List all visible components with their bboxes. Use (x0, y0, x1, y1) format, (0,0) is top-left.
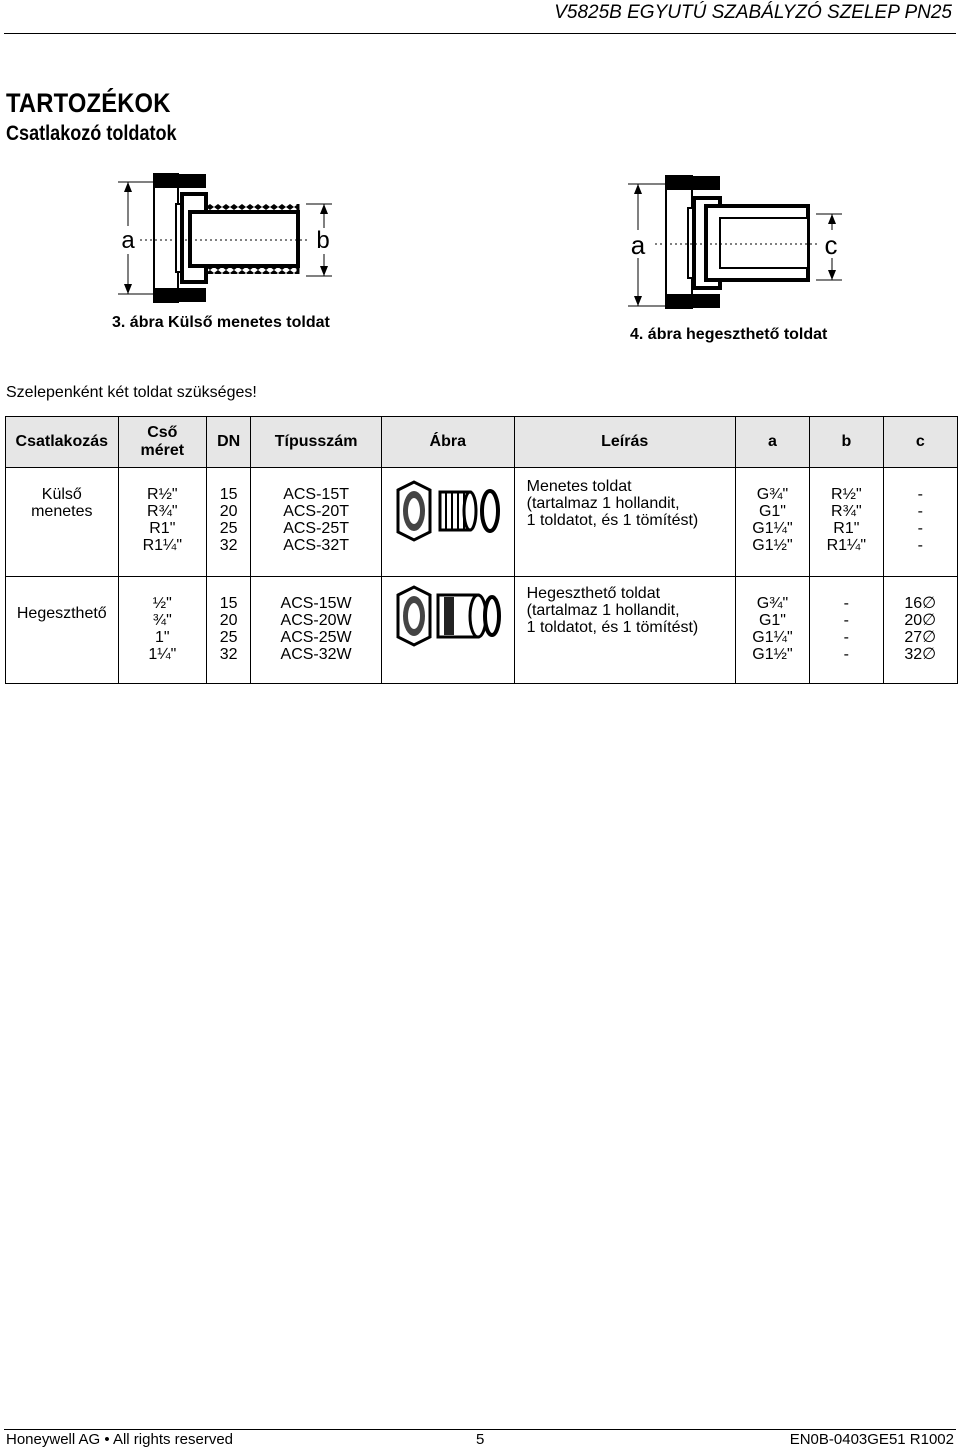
cell-a: G¾" G1" G1¼" G1½" (735, 577, 809, 684)
cell-description: Menetes toldat (tartalmaz 1 hollandit, 1 toldatot, és 1 tömítést) (514, 468, 735, 577)
header-b: b (810, 417, 883, 468)
section-subtitle: Csatlakozó toldatok (6, 122, 177, 145)
footer-rule (4, 1429, 956, 1430)
cell-type: ACS-15T ACS-20T ACS-25T ACS-32T (251, 468, 382, 577)
footer-document-code: EN0B-0403GE51 R1002 (789, 1431, 954, 1448)
table-header-row (6, 417, 958, 468)
figure-4-weld-fitting-drawing (620, 170, 860, 314)
figure-3-caption: 3. ábra Külső menetes toldat (112, 314, 330, 331)
cell-c: - - - - (883, 468, 957, 577)
table-row (6, 577, 958, 684)
cell-dn: 15 20 25 32 (207, 468, 251, 577)
header-connection: Csatlakozás (6, 417, 119, 468)
accessories-table (5, 416, 958, 684)
figure-4-caption: 4. ábra hegeszthető toldat (630, 326, 828, 343)
weld-fitting-icon (392, 585, 504, 647)
figure-4-label-a: a (630, 230, 646, 260)
cell-description: Hegeszthető toldat (tartalmaz 1 hollandit, 1 toldatot, és 1 tömítést) (514, 577, 735, 684)
cell-image (381, 577, 514, 684)
cell-connection: Hegeszthető (6, 577, 119, 684)
figure-3-label-a: a (121, 227, 135, 254)
cell-a: G¾" G1" G1¼" G1½" (735, 468, 809, 577)
footer-copyright: Honeywell AG • All rights reserved (6, 1431, 234, 1448)
figure-3-label-b: b (316, 227, 330, 254)
cell-image (381, 468, 514, 577)
cell-dn: 15 20 25 32 (207, 577, 251, 684)
section-title: TARTOZÉKOK (6, 88, 171, 118)
cell-type: ACS-15W ACS-20W ACS-25W ACS-32W (251, 577, 382, 684)
header-pipe-size: Cső méret (118, 417, 206, 468)
note-text: Szelepenként két toldat szükséges! (6, 384, 257, 401)
cell-b: - - - - (810, 577, 883, 684)
header-dn: DN (207, 417, 251, 468)
cell-pipe-size: R½" R¾" R1" R1¼" (118, 468, 206, 577)
header-rule (4, 33, 956, 34)
header-c: c (883, 417, 957, 468)
header-description: Leírás (514, 417, 735, 468)
cell-c: 16∅ 20∅ 27∅ 32∅ (883, 577, 957, 684)
figure-3-threaded-fitting-drawing (110, 168, 350, 308)
document-header-title: V5825B EGYUTÚ SZABÁLYZÓ SZELEP PN25 (554, 2, 952, 23)
footer-page-number: 5 (476, 1431, 485, 1448)
header-a: a (735, 417, 809, 468)
figure-4-label-c: c (824, 230, 838, 260)
cell-connection: Külső menetes (6, 468, 119, 577)
cell-pipe-size: ½" ¾" 1" 1¼" (118, 577, 206, 684)
header-image: Ábra (381, 417, 514, 468)
header-type: Típusszám (251, 417, 382, 468)
cell-b: R½" R¾" R1" R1¼" (810, 468, 883, 577)
table-row (6, 468, 958, 577)
threaded-fitting-icon (392, 480, 504, 542)
